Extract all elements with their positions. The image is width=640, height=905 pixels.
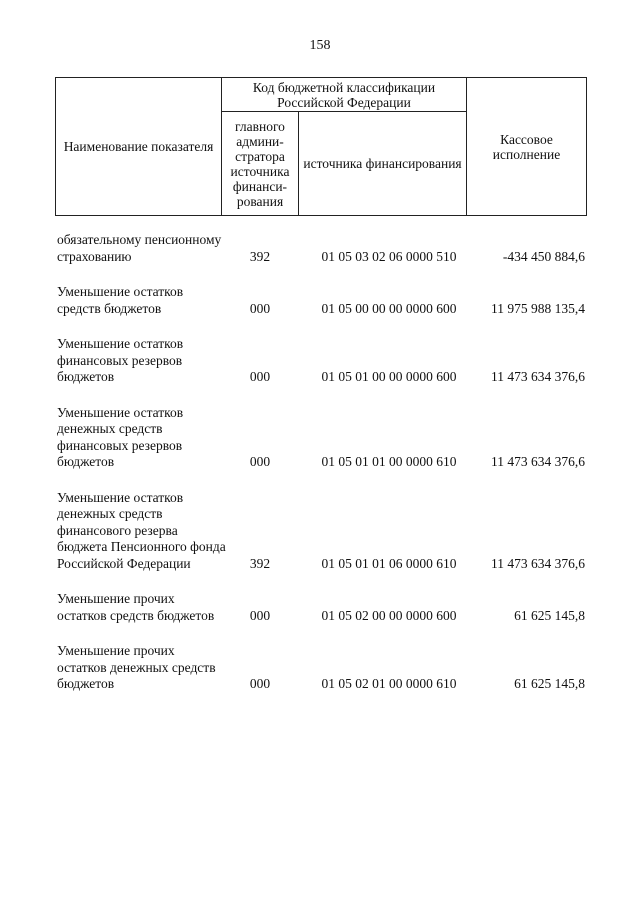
row-source-code: 01 05 03 02 06 0000 510 bbox=[321, 248, 457, 264]
table-row bbox=[55, 405, 586, 471]
row-admin-code: 392 bbox=[249, 248, 271, 264]
row-amount: -434 450 884,6 bbox=[502, 248, 585, 264]
row-admin-code: 000 bbox=[249, 454, 271, 469]
row-amount: 61 625 145,8 bbox=[514, 607, 585, 623]
header-source-column: источника финансирования bbox=[299, 112, 467, 216]
header-admin-column: главного админи-стратора источника финанси-рования bbox=[222, 112, 299, 216]
row-name: обязательному пенсионному страхованию bbox=[57, 232, 222, 264]
table-row bbox=[55, 284, 586, 317]
table-row bbox=[55, 643, 586, 693]
row-name: Уменьшение прочих остатков денежных средств бюджетов bbox=[57, 643, 216, 691]
row-source-code: 01 05 01 01 00 0000 610 bbox=[321, 454, 457, 469]
row-name: Уменьшение остатков средств бюджетов bbox=[57, 284, 184, 316]
table-row bbox=[55, 232, 586, 265]
table-body bbox=[55, 232, 586, 693]
row-name: Уменьшение прочих остатков средств бюджетов bbox=[57, 591, 215, 623]
row-amount: 11 473 634 376,6 bbox=[491, 454, 585, 469]
row-amount: 11 473 634 376,6 bbox=[491, 369, 585, 384]
row-name: Уменьшение остатков денежных средств финансового резерва бюджета Пенсионного фонда Российской Федерации bbox=[57, 489, 226, 571]
row-amount: 11 473 634 376,6 bbox=[491, 555, 585, 571]
table-row bbox=[55, 591, 586, 624]
header-execution-column: Кассовое исполнение bbox=[467, 78, 587, 216]
table-row bbox=[55, 490, 586, 573]
row-source-code: 01 05 02 00 00 0000 600 bbox=[321, 607, 457, 623]
row-amount: 61 625 145,8 bbox=[514, 676, 585, 691]
row-admin-code: 000 bbox=[249, 607, 271, 623]
row-name: Уменьшение остатков финансовых резервов бюджетов bbox=[57, 336, 184, 384]
page-number: 158 bbox=[309, 38, 331, 53]
row-admin-code: 000 bbox=[249, 300, 271, 316]
row-source-code: 01 05 01 00 00 0000 600 bbox=[321, 369, 457, 384]
table-row bbox=[55, 336, 586, 386]
header-name-column: Наименование показателя bbox=[56, 78, 222, 216]
row-admin-code: 000 bbox=[249, 369, 271, 384]
row-source-code: 01 05 01 01 06 0000 610 bbox=[321, 555, 457, 571]
row-amount: 11 975 988 135,4 bbox=[491, 300, 585, 316]
row-name: Уменьшение остатков денежных средств финансовых резервов бюджетов bbox=[57, 404, 184, 469]
header-code-group: Код бюджетной классификации Российской Федерации bbox=[222, 78, 467, 112]
table-header bbox=[55, 77, 587, 216]
row-source-code: 01 05 00 00 00 0000 600 bbox=[321, 300, 457, 316]
row-admin-code: 392 bbox=[249, 555, 271, 571]
row-source-code: 01 05 02 01 00 0000 610 bbox=[321, 676, 457, 691]
row-admin-code: 000 bbox=[249, 676, 271, 691]
